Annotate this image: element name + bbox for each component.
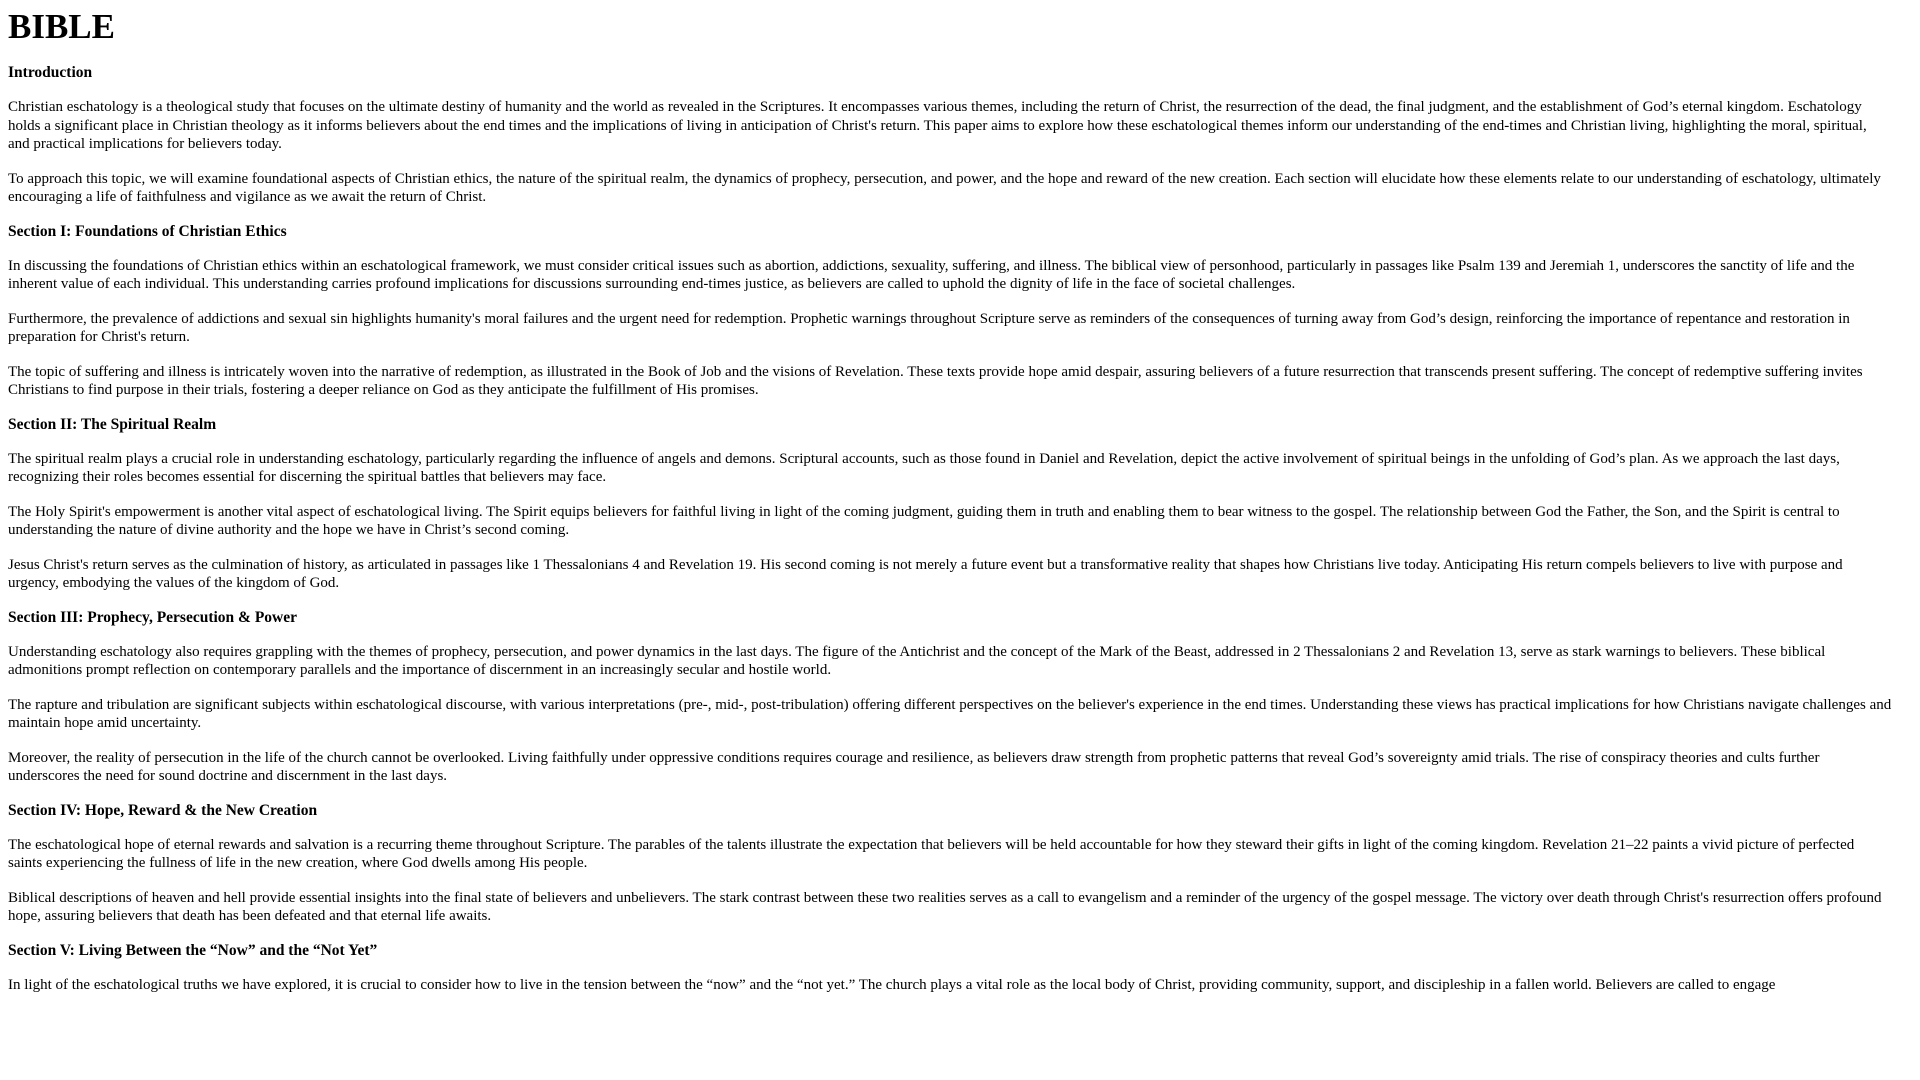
paragraph: Furthermore, the prevalence of addictions and sexual sin highlights humanity's moral failures and the urgent need for redemption. Prophetic warnings throughout Scripture serve as reminders of the consequences of turning away from God’s design, reinforcing the importance of repentance and restoration in preparation for Christ's return. xyxy=(8,310,1850,345)
section-heading: Section III: Prophecy, Persecution & Power xyxy=(8,608,297,626)
section-heading: Introduction xyxy=(8,64,93,81)
paragraph: In discussing the foundations of Christian ethics within an eschatological framework, we must consider critical issues such as abortion, addictions, sexuality, suffering, and illness. The biblical view of personhood, particularly in passages like Psalm 139 and Jeremiah 1, underscores the sanctity of life and the inherent value of each individual. This understanding carries profound implications for discussions surrounding end-times justice, as believers are called to uphold the dignity of life in the face of societal challenges. xyxy=(8,257,1855,292)
paragraph: Moreover, the reality of persecution in the life of the church cannot be overlooked. Living faithfully under oppressive conditions requires courage and resilience, as believers draw strength from prophetic patterns that reveal God’s sovereignty amid trials. The rise of conspiracy theories and cults further underscores the need for sound doctrine and discernment in the last days. xyxy=(8,749,1820,784)
section-introduction xyxy=(8,64,1892,207)
section-spiritual-realm xyxy=(8,416,1892,593)
section-heading: Section IV: Hope, Reward & the New Creation xyxy=(8,801,318,819)
section-living-between-now-and-not-yet xyxy=(8,942,1892,995)
paragraph: In light of the eschatological truths we have explored, it is crucial to consider how to live in the tension between the “now” and the “not yet.” The church plays a vital role as the local body of Christ, providing community, support, and discipleship in a fallen world. Believers are called to engage xyxy=(8,976,1776,993)
paragraph: Jesus Christ's return serves as the culmination of history, as articulated in passages like 1 Thessalonians 4 and Revelation 19. His second coming is not merely a future event but a transformative reality that shapes how Christians live today. Anticipating His return compels believers to live with purpose and urgency, embodying the values of the kingdom of God. xyxy=(8,556,1843,591)
section-heading: Section V: Living Between the “Now” and the “Not Yet” xyxy=(8,941,378,959)
paragraph: Biblical descriptions of heaven and hell provide essential insights into the final state of believers and unbelievers. The stark contrast between these two realities serves as a call to evangelism and a reminder of the urgency of the gospel message. The victory over death through Christ's resurrection offers profound hope, assuring believers that death has been defeated and that eternal life awaits. xyxy=(8,889,1882,924)
section-hope-reward-new-creation xyxy=(8,802,1892,926)
paragraph: The Holy Spirit's empowerment is another vital aspect of eschatological living. The Spirit equips believers for faithful living in light of the coming judgment, guiding them in truth and enabling them to bear witness to the gospel. The relationship between God the Father, the Son, and the Spirit is central to understanding the nature of divine authority and the hope we have in Christ’s second coming. xyxy=(8,503,1840,538)
paragraph: Christian eschatology is a theological study that focuses on the ultimate destiny of humanity and the world as revealed in the Scriptures. It encompasses various themes, including the return of Christ, the resurrection of the dead, the final judgment, and the establishment of God’s eternal kingdom. Eschatology holds a significant place in Christian theology as it informs believers about the end times and the implications of living in anticipation of Christ's return. This paper aims to explore how these eschatological themes inform our understanding of the end-times and Christian living, highlighting the moral, spiritual, and practical implications for believers today. xyxy=(8,99,1867,152)
section-heading: Section II: The Spiritual Realm xyxy=(8,415,217,433)
section-heading: Section I: Foundations of Christian Ethics xyxy=(8,222,287,240)
document-title: BIBLE xyxy=(8,7,115,46)
paragraph: The rapture and tribulation are significant subjects within eschatological discourse, with various interpretations (pre-, mid-, post-tribulation) offering different perspectives on the believer's experience in the end times. Understanding these views has practical implications for how Christians navigate challenges and maintain hope amid uncertainty. xyxy=(8,696,1892,731)
paragraph: The eschatological hope of eternal rewards and salvation is a recurring theme throughout Scripture. The parables of the talents illustrate the expectation that believers will be held accountable for how they steward their gifts in light of the coming kingdom. Revelation 21–22 paints a vivid picture of perfected saints experiencing the fullness of life in the new creation, where God dwells among His people. xyxy=(8,836,1855,871)
paragraph: The spiritual realm plays a crucial role in understanding eschatology, particularly regarding the influence of angels and demons. Scriptural accounts, such as those found in Daniel and Revelation, depict the active involvement of spiritual beings in the unfolding of God’s plan. As we approach the last days, recognizing their roles becomes essential for discerning the spiritual battles that believers may face. xyxy=(8,450,1840,485)
document-page xyxy=(0,7,1902,994)
paragraph: The topic of suffering and illness is intricately woven into the narrative of redemption, as illustrated in the Book of Job and the visions of Revelation. These texts provide hope amid despair, assuring believers of a future resurrection that transcends present suffering. The concept of redemptive suffering invites Christians to find purpose in their trials, fostering a deeper reliance on God as they anticipate the fulfillment of His promises. xyxy=(8,363,1863,398)
paragraph: Understanding eschatology also requires grappling with the themes of prophecy, persecution, and power dynamics in the last days. The figure of the Antichrist and the concept of the Mark of the Beast, addressed in 2 Thessalonians 2 and Revelation 13, serve as stark warnings to believers. These biblical admonitions prompt reflection on contemporary parallels and the importance of discernment in an increasingly secular and hostile world. xyxy=(8,643,1826,678)
paragraph: To approach this topic, we will examine foundational aspects of Christian ethics, the nature of the spiritual realm, the dynamics of prophecy, persecution, and power, and the hope and reward of the new creation. Each section will elucidate how these elements relate to our understanding of eschatology, ultimately encouraging a life of faithfulness and vigilance as we await the return of Christ. xyxy=(8,170,1881,205)
section-prophecy-persecution-power xyxy=(8,609,1892,786)
section-foundations-of-christian-ethics xyxy=(8,223,1892,400)
